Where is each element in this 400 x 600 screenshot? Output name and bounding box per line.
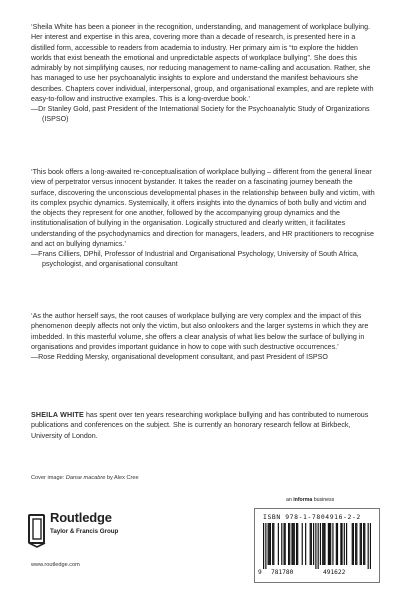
informa-suffix: business — [312, 497, 335, 503]
barcode-bar — [332, 523, 333, 565]
barcode-bar — [315, 523, 316, 569]
barcode-bar — [289, 523, 290, 565]
cover-credit-prefix: Cover image: — [31, 475, 66, 481]
author-bio-text: has spent over ten years researching workplace bullying and has contributed to numerous publications and conferences on the subject. She is currently an honorary research fellow at Birkbeck, University of London. — [31, 411, 369, 440]
barcode-bar — [291, 523, 292, 565]
cover-credit-title: Danse macabre — [65, 475, 106, 481]
cover-credit — [31, 475, 139, 481]
barcode-bar — [361, 523, 362, 565]
barcode-bar — [320, 523, 321, 565]
barcode-bar — [344, 523, 345, 565]
barcode-bar — [324, 523, 325, 565]
publisher-url: www.routledge.com — [31, 562, 80, 568]
barcode-bar — [265, 523, 266, 569]
barcode-bar — [310, 523, 311, 565]
endorsement-3 — [31, 311, 375, 362]
informa-prefix: an — [286, 497, 294, 503]
cover-credit-suffix: by Alex Cree — [105, 475, 139, 481]
barcode-bar — [288, 523, 289, 565]
endorsement-2 — [31, 167, 375, 270]
author-bio — [31, 410, 375, 441]
endorsement-3-attribution: —Rose Redding Mersky, organisational development consultant, and past President of ISPSO — [31, 353, 328, 361]
barcode-bar — [341, 523, 342, 565]
barcode-bar — [294, 523, 295, 565]
barcode-bar — [329, 523, 330, 565]
barcode-bar — [318, 523, 319, 569]
barcode-bar — [360, 523, 361, 565]
barcode-bar — [370, 523, 371, 569]
barcode-bar — [268, 523, 269, 565]
endorsement-2-attribution: —Frans Cilliers, DPhil, Professor of Industrial and Organisational Psychology, University of South Africa, psychologist, and organisational consultant — [31, 250, 359, 269]
barcode-bar — [322, 523, 323, 565]
barcode-digits-right: 491622 — [323, 569, 346, 576]
barcode-bar — [337, 523, 338, 565]
barcode-bar — [269, 523, 270, 565]
routledge-icon — [28, 514, 46, 548]
barcode-bar — [297, 523, 298, 565]
endorsement-1 — [31, 22, 375, 125]
barcode-bar — [278, 523, 279, 565]
informa-business-tag — [286, 497, 334, 503]
barcode-bar — [302, 523, 303, 565]
endorsement-1-text: ‘Sheila White has been a pioneer in the recognition, understanding, and management of workplace bullying. Her interest and expertise in this area, covering more than a decade of research, is presented here in a distilled form, accessible to readers from academia to industry. Her primary aim is “to explore the hidden worlds that exist beneath the emotional and unpredictable aspects of workplace bullying”. She does this admirably by not simplifying causes, nor reducing management to name-calling and accusation. Rather, she has managed to use her psychoanalytic insights to explore and understand the manifest behaviours she describes. Chapters cover individual, interpersonal, group, and organisational examples, and are replete with easy-to-follow and instructive examples. This is a long-overdue book.’ — [31, 23, 374, 103]
barcode-bar — [296, 523, 297, 565]
endorsement-2-text: ‘This book offers a long-awaited re-conceptualisation of workplace bullying – different from the general linear view of perpetrator versus innocent bystander. It takes the reader on a fascinating journey beneath the surface, discovering the unconscious developmental phases in the relationship between bully and victim, with its complex psychic dynamics. Systemically, it offers insights into the dynamics of both bully and victim and the objects they represent for one another, followed by the accompanying group dynamics and the institutionalisation of bullying in the organisation. Logically structured and clearly written, it facilitates understanding of the psychodynamics and direction for managers, leaders, and HR practitioners to recognise and act on bullying dynamics.’ — [31, 168, 375, 248]
barcode-bar — [311, 523, 312, 565]
barcode-bar — [293, 523, 294, 565]
publisher-logo — [28, 510, 168, 580]
barcode-bar — [272, 523, 273, 565]
barcode-bar — [283, 523, 284, 565]
barcode-bar — [346, 523, 347, 565]
isbn-barcode-box — [254, 508, 380, 583]
author-name: SHEILA WHITE — [31, 411, 84, 419]
informa-brand: informa — [293, 497, 313, 503]
barcode-bar — [364, 523, 365, 565]
barcode-bar — [368, 523, 369, 569]
endorsement-1-attribution: —Dr Stanley Gold, past President of the International Society for the Psychoanalytic Study of Organizations (ISPSO) — [31, 105, 370, 124]
isbn-number: ISBN 978-1-7804916-2-2 — [263, 513, 361, 521]
barcode-bar — [330, 523, 331, 565]
publisher-group: Taylor & Francis Group — [50, 528, 119, 535]
barcode-bar — [352, 523, 353, 565]
barcode-bar — [323, 523, 324, 565]
barcode-bar — [270, 523, 271, 565]
barcode-bar — [328, 523, 329, 565]
barcode-bar — [340, 523, 341, 565]
barcode-bar — [273, 523, 274, 565]
barcode-bar — [281, 523, 282, 565]
barcode-digit-lead: 9 — [258, 569, 262, 576]
publisher-name: Routledge — [50, 510, 112, 525]
barcode-bar — [363, 523, 364, 565]
barcode-bar — [355, 523, 356, 565]
endorsement-3-text: ‘As the author herself says, the root causes of workplace bullying are very complex and the impact of this phenomenon deeply affects not only the victim, but also onlookers and the larger systems in which they are imbedded. In this masterful volume, she offers a clear analysis of what lies below the surface of bullying in organisations and provides important guidance in how to cope with such destructive occurrences.’ — [31, 312, 369, 351]
barcode-digits-left: 781780 — [271, 569, 294, 576]
barcode-bar — [353, 523, 354, 565]
barcode-bar — [356, 523, 357, 565]
barcode-bar — [336, 523, 337, 565]
barcode-bar — [305, 523, 306, 565]
barcode-bar — [263, 523, 264, 569]
barcode-icon — [263, 523, 371, 569]
barcode-bar — [313, 523, 314, 565]
barcode-bar — [285, 523, 286, 565]
